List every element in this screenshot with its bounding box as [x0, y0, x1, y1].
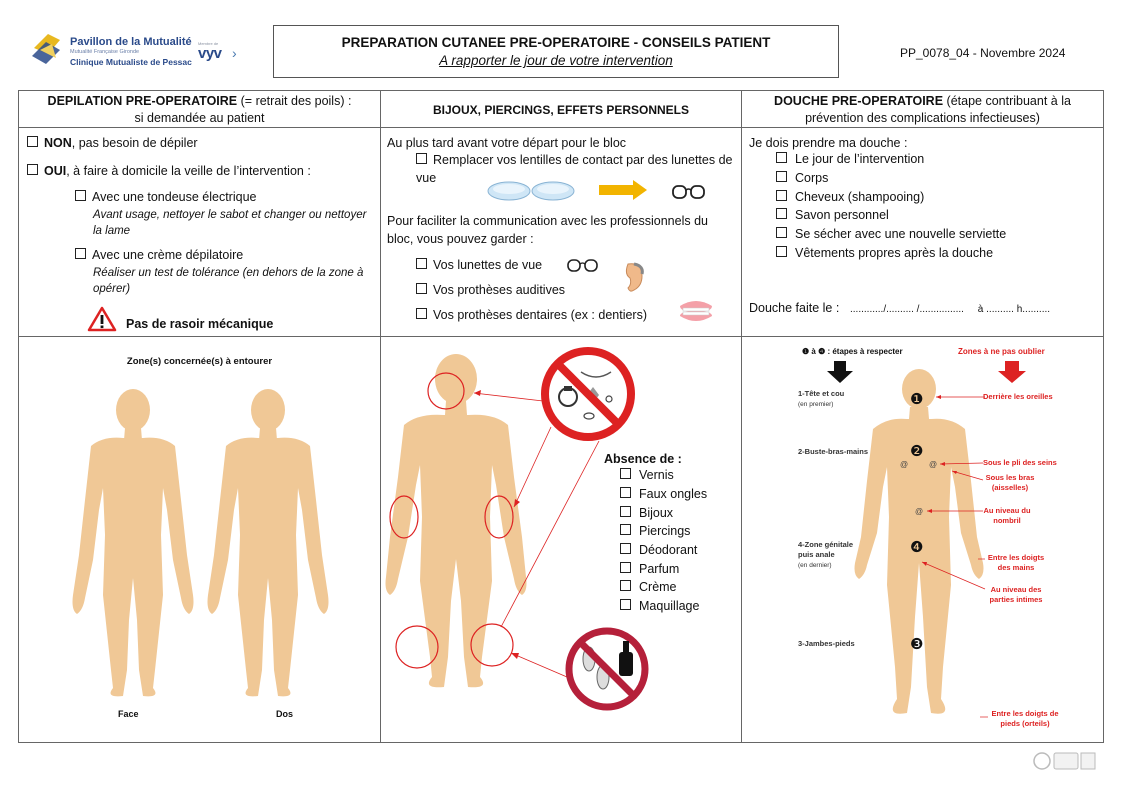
dentures-icon: [677, 298, 715, 326]
step-label-4: 4-Zone génitale puis anale (en dernier): [798, 540, 854, 569]
checkbox[interactable]: [416, 308, 427, 319]
checkbox[interactable]: [620, 524, 631, 535]
col1-heading: DEPILATION PRE-OPERATOIRE (= retrait des poils) : si demandée au patient: [47, 94, 352, 125]
col3-heading: DOUCHE PRE-OPERATOIRE (étape contribuant à la prévention des complications infectieuses): [774, 94, 1071, 125]
logo-icon: [30, 30, 66, 66]
checkbox[interactable]: [75, 190, 86, 201]
svg-text:@: @: [915, 507, 924, 516]
checkbox[interactable]: [620, 580, 631, 591]
arrow-down-icon: [827, 361, 853, 383]
zones-title: Zones à ne pas oublier: [958, 347, 1045, 356]
checkbox[interactable]: [776, 246, 787, 257]
logo-name: Pavillon de la Mutualité: [70, 36, 192, 48]
checkbox[interactable]: [416, 153, 427, 164]
body-outline-figure: [19, 370, 380, 730]
shower-item-1[interactable]: Le jour de l’intervention: [776, 152, 924, 166]
zone-label: Au niveau du nombril: [983, 506, 1031, 525]
logo-clinic: Clinique Mutualiste de Pessac: [70, 57, 192, 67]
lenses-to-glasses-illustration: [487, 177, 657, 207]
glasses-icon: [567, 257, 599, 275]
checkbox[interactable]: [416, 258, 427, 269]
absence-item[interactable]: Faux ongles: [620, 487, 707, 501]
absence-item[interactable]: Maquillage: [620, 599, 699, 613]
step-label-3: 3-Jambes-pieds: [798, 639, 855, 648]
creme-note: Réaliser un test de tolérance (en dehors de la zone à opérer): [93, 267, 364, 295]
zone-label: Au niveau des parties intimes: [989, 585, 1043, 604]
absence-item[interactable]: Crème: [620, 580, 677, 594]
svg-text:@: @: [900, 460, 909, 469]
document-reference: PP_0078_04 - Novembre 2024: [900, 46, 1066, 60]
checkbox[interactable]: [776, 152, 787, 163]
checkbox[interactable]: [620, 468, 631, 479]
zone-label: Entre les doigts de pieds (orteils): [991, 709, 1059, 728]
partner-small: Membre de: [198, 41, 219, 46]
keep-item-glasses[interactable]: Vos lunettes de vue: [416, 256, 542, 274]
checkbox[interactable]: [776, 190, 787, 201]
col3-intro: Je dois prendre ma douche :: [749, 136, 908, 150]
hearing-aid-icon: [620, 260, 646, 296]
option-tondeuse[interactable]: Avec une tondeuse électrique: [75, 188, 256, 206]
zone-label: Sous les bras (aisselles): [985, 473, 1035, 492]
zone-label: Derrière les oreilles: [983, 392, 1053, 401]
shower-item-4[interactable]: Savon personnel: [776, 208, 889, 222]
page-subtitle: A rapporter le jour de votre intervention: [439, 53, 673, 68]
checkbox[interactable]: [776, 171, 787, 182]
keep-item-dentures[interactable]: Vos prothèses dentaires (ex : dentiers): [416, 306, 647, 324]
page-title: PREPARATION CUTANEE PRE-OPERATOIRE - CONSEILS PATIENT: [341, 35, 771, 50]
tondeuse-note: Avant usage, nettoyer le sabot et changer ou nettoyer la lame: [93, 209, 367, 237]
lenses-item[interactable]: Remplacer vos lentilles de contact par des lunettes de vue: [416, 153, 733, 185]
recycle-icon: [1034, 753, 1050, 769]
arrow-down-icon: [998, 361, 1026, 383]
checkbox[interactable]: [776, 227, 787, 238]
jewelry-figure: [381, 337, 741, 742]
step-label-2: 2-Buste-bras-mains: [798, 447, 869, 456]
checkbox[interactable]: [620, 487, 631, 498]
steps-title: ❶ à ❹ : étapes à respecter: [802, 347, 903, 356]
grid-right: [1103, 90, 1104, 743]
checkbox[interactable]: [416, 283, 427, 294]
option-oui[interactable]: OUI, à faire à domicile la veille de l’intervention :: [27, 162, 311, 180]
grid-top: [18, 90, 1104, 91]
zone-label: Entre les doigts des mains: [987, 553, 1045, 572]
option-creme[interactable]: Avec une crème dépilatoire: [75, 246, 243, 264]
partner-logo: vyv: [198, 45, 222, 62]
checkbox[interactable]: [75, 248, 86, 259]
checkbox[interactable]: [27, 164, 38, 175]
step-badge-3: ❸: [910, 636, 924, 653]
zone-title: Zone(s) concernée(s) à entourer: [126, 356, 273, 367]
shower-done-field[interactable]: ............/.......... /................ à .......... h..........: [850, 304, 1051, 315]
checkbox[interactable]: [27, 136, 38, 147]
checkbox[interactable]: [620, 562, 631, 573]
grid-head-sep: [18, 127, 1104, 128]
footer-icons: [1032, 750, 1096, 772]
checkbox[interactable]: [620, 599, 631, 610]
face-label: Face: [118, 709, 139, 719]
absence-item[interactable]: Vernis: [620, 468, 674, 482]
glasses-icon: [671, 183, 707, 203]
svg-text:@: @: [929, 460, 938, 469]
absence-item[interactable]: Déodorant: [620, 543, 697, 557]
shower-item-3[interactable]: Cheveux (shampooing): [776, 190, 924, 204]
col2-intro: Au plus tard avant votre départ pour le bloc: [387, 136, 627, 150]
step-label-1: 1-Tête et cou (en premier): [798, 389, 845, 408]
zone-label: Sous le pli des seins: [983, 458, 1057, 467]
checkbox[interactable]: [620, 506, 631, 517]
chevron-right-icon: ›: [232, 45, 237, 61]
shower-item-5[interactable]: Se sécher avec une nouvelle serviette: [776, 227, 1006, 241]
checkbox[interactable]: [776, 208, 787, 219]
step-badge-1: ❶: [910, 391, 924, 408]
option-non[interactable]: NON, pas besoin de dépiler: [27, 134, 198, 152]
bin-icon: [1081, 753, 1095, 769]
absence-title: Absence de :: [604, 452, 682, 466]
clinic-logo: [30, 28, 250, 73]
col2-heading: BIJOUX, PIERCINGS, EFFETS PERSONNELS: [432, 103, 690, 117]
step-badge-4: ❹: [910, 539, 924, 556]
grid-bottom: [18, 742, 1104, 743]
paper-icon: [1054, 753, 1078, 769]
col2-keep-intro: Pour faciliter la communication avec les professionnels du bloc, vous pouvez garder :: [387, 214, 708, 246]
logo-sub: Mutualité Française Gironde: [70, 49, 140, 55]
shower-item-6[interactable]: Vêtements propres après la douche: [776, 246, 993, 260]
warning-icon: [87, 306, 117, 332]
shower-item-2[interactable]: Corps: [776, 171, 828, 185]
checkbox[interactable]: [620, 543, 631, 554]
absence-item[interactable]: Bijoux: [620, 506, 673, 520]
dos-label: Dos: [276, 709, 294, 719]
keep-item-hearing[interactable]: Vos prothèses auditives: [416, 281, 565, 299]
absence-item[interactable]: Parfum: [620, 562, 679, 576]
warning-text: Pas de rasoir mécanique: [126, 317, 274, 331]
shower-done-label: Douche faite le :: [749, 301, 840, 315]
absence-item[interactable]: Piercings: [620, 524, 690, 538]
step-badge-2: ❷: [910, 443, 924, 460]
title-box: [273, 25, 839, 78]
